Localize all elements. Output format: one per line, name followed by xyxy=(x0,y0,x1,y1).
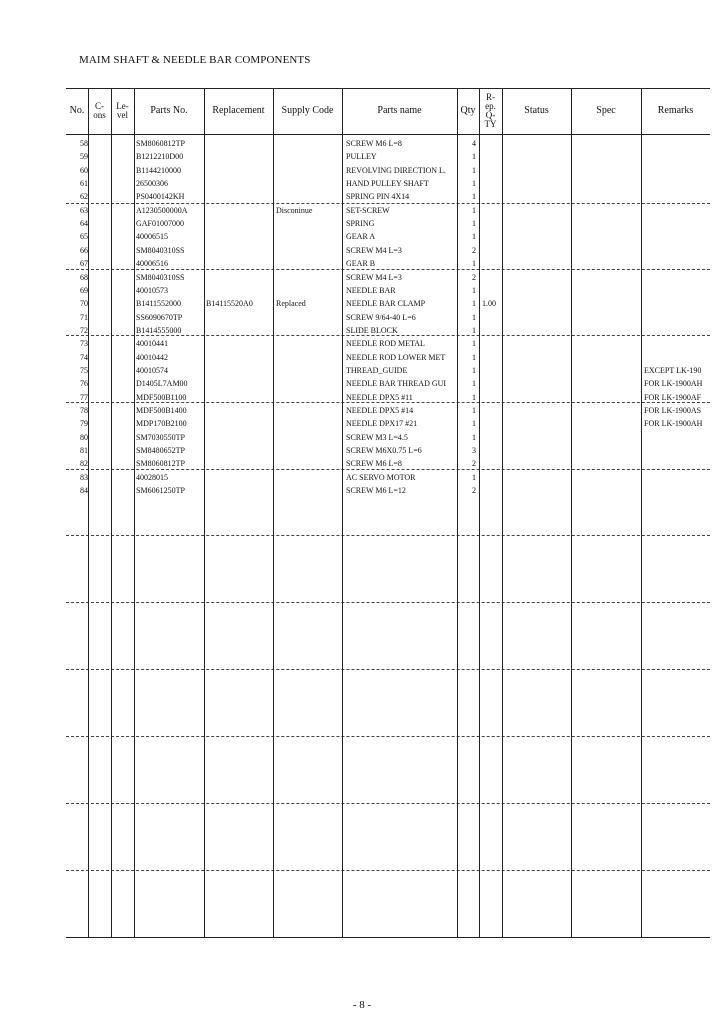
remarks-cell xyxy=(644,457,710,470)
row-no-cell: 70 xyxy=(80,299,88,309)
supply-code-cell xyxy=(276,150,342,163)
supply-code-cell xyxy=(276,284,342,297)
parts-no-cell: 40006515 xyxy=(136,232,168,242)
qty-cell: 1 xyxy=(472,339,476,349)
table-bottom-rule xyxy=(66,937,710,938)
remarks-cell xyxy=(644,271,710,284)
parts-name-cell: SCREW M4 L=3 xyxy=(346,245,402,255)
replacement-cell xyxy=(206,377,272,390)
row-no-cell: 74 xyxy=(80,352,88,362)
page-number: - 8 - xyxy=(352,999,372,1011)
remarks-cell xyxy=(644,137,710,150)
row-no-cell: 72 xyxy=(80,325,88,335)
group-divider xyxy=(66,803,710,804)
row-no-cell: 78 xyxy=(80,406,88,415)
replacement-cell xyxy=(206,271,272,284)
replacement-cell xyxy=(206,471,272,484)
row-no-cell: 63 xyxy=(80,205,88,215)
group-divider xyxy=(66,736,710,737)
header-qty: Qty xyxy=(460,105,476,116)
rep-qty-cell xyxy=(482,137,504,150)
qty-cell: 1 xyxy=(472,379,476,389)
row-no-cell: 71 xyxy=(80,312,88,322)
header-level: Le- vel xyxy=(116,101,129,120)
remarks-cell xyxy=(644,204,710,217)
row-no-cell: 58 xyxy=(80,139,88,148)
row-no-cell: 61 xyxy=(80,179,88,189)
row-no-cell: 76 xyxy=(80,379,88,389)
qty-cell: 1 xyxy=(472,406,476,415)
supply-code-cell xyxy=(276,311,342,324)
parts-no-cell: B1411552000 xyxy=(136,299,182,309)
table-row xyxy=(66,164,710,177)
parts-no-cell: A1230500000A xyxy=(136,205,188,215)
rep-qty-cell: 1.00 xyxy=(482,299,496,309)
remarks-cell xyxy=(644,177,710,190)
remarks-cell xyxy=(644,284,710,297)
parts-no-cell: GAF01007000 xyxy=(136,219,185,229)
row-no-cell: 62 xyxy=(80,192,88,202)
parts-name-cell: PULLEY xyxy=(346,152,377,162)
remarks-cell xyxy=(644,230,710,243)
row-no-cell: 83 xyxy=(80,472,88,482)
header-rep-qty: R- ep. Q- TY xyxy=(484,92,497,129)
remarks-cell xyxy=(644,337,710,350)
replacement-cell xyxy=(206,244,272,257)
qty-cell: 1 xyxy=(472,152,476,162)
qty-cell: 1 xyxy=(472,165,476,175)
parts-name-cell: NEEDLE BAR CLAMP xyxy=(346,299,426,309)
row-no-cell: 73 xyxy=(80,339,88,349)
rep-qty-cell xyxy=(482,284,504,297)
parts-name-cell: SCREW M6X0.75 L=6 xyxy=(346,446,422,456)
replacement-cell xyxy=(206,164,272,177)
replacement-cell xyxy=(206,484,272,497)
supply-code-cell xyxy=(276,351,342,364)
parts-no-cell: MDF500B1400 xyxy=(136,406,187,415)
parts-no-cell: SM8060812TP xyxy=(136,459,185,469)
table-row xyxy=(66,337,710,350)
row-no-cell: 84 xyxy=(80,486,88,496)
parts-no-cell: SM8480652TP xyxy=(136,446,185,456)
parts-no-cell: 40010441 xyxy=(136,339,168,349)
rep-qty-cell xyxy=(482,337,504,350)
remarks-cell xyxy=(644,150,710,163)
parts-no-cell: SM6061250TP xyxy=(136,486,185,496)
remarks-cell: FOR LK-1900AH xyxy=(644,419,703,429)
replacement-cell xyxy=(206,391,272,404)
parts-name-cell: SET-SCREW xyxy=(346,205,390,215)
rep-qty-cell xyxy=(482,444,504,457)
table-row xyxy=(66,311,710,324)
parts-name-cell: SCREW M4 L=3 xyxy=(346,272,402,282)
supply-code-cell xyxy=(276,244,342,257)
parts-name-cell: SCREW M6 L=8 xyxy=(346,459,402,469)
supply-code-cell xyxy=(276,257,342,270)
rep-qty-cell xyxy=(482,404,504,417)
table-row xyxy=(66,377,710,390)
remarks-cell xyxy=(644,471,710,484)
row-no-cell: 75 xyxy=(80,365,88,375)
supply-code-cell xyxy=(276,337,342,350)
qty-cell: 1 xyxy=(472,205,476,215)
table-row xyxy=(66,364,710,377)
remarks-cell xyxy=(644,244,710,257)
group-divider xyxy=(66,535,710,536)
parts-no-cell: B1212210D00 xyxy=(136,152,184,162)
table-row xyxy=(66,177,710,190)
supply-code-cell xyxy=(276,377,342,390)
header-cons: C- ons xyxy=(93,101,106,120)
replacement-cell xyxy=(206,190,272,203)
row-no-cell: 60 xyxy=(80,165,88,175)
parts-no-cell: SM8040310SS xyxy=(136,245,185,255)
parts-name-cell: NEEDLE DPX17 #21 xyxy=(346,419,418,429)
table-row xyxy=(66,190,710,203)
supply-code-cell xyxy=(276,217,342,230)
rep-qty-cell xyxy=(482,271,504,284)
qty-cell: 1 xyxy=(472,352,476,362)
row-no-cell: 69 xyxy=(80,285,88,295)
header-no: No. xyxy=(69,105,85,116)
row-no-cell: 80 xyxy=(80,432,88,442)
table-row xyxy=(66,404,710,417)
replacement-cell xyxy=(206,324,272,337)
table-row xyxy=(66,297,710,310)
parts-name-cell: SPRING PIN 4X14 xyxy=(346,192,410,202)
qty-cell: 1 xyxy=(472,419,476,429)
supply-code-cell xyxy=(276,190,342,203)
qty-cell: 1 xyxy=(472,312,476,322)
replacement-cell xyxy=(206,417,272,430)
parts-name-cell: SCREW M3 L=4.5 xyxy=(346,432,408,442)
rep-qty-cell xyxy=(482,391,504,404)
remarks-cell xyxy=(644,431,710,444)
supply-code-cell xyxy=(276,391,342,404)
rep-qty-cell xyxy=(482,230,504,243)
parts-name-cell: SCREW M6 L=12 xyxy=(346,486,406,496)
header-parts-no: Parts No. xyxy=(150,105,188,116)
table-row xyxy=(66,351,710,364)
remarks-cell xyxy=(644,351,710,364)
parts-no-cell: SM8060812TP xyxy=(136,139,185,148)
table-row xyxy=(66,457,710,470)
header-spec: Spec xyxy=(596,105,616,116)
header-parts-name: Parts name xyxy=(377,105,422,116)
table-row xyxy=(66,204,710,217)
parts-no-cell: SS6090670TP xyxy=(136,312,183,322)
qty-cell: 1 xyxy=(472,285,476,295)
parts-name-cell: GEAR B xyxy=(346,259,376,269)
remarks-cell xyxy=(644,444,710,457)
supply-code-cell xyxy=(276,417,342,430)
page-title: MAIM SHAFT & NEEDLE BAR COMPONENTS xyxy=(79,54,311,66)
remarks-cell: FOR LK-1900AF xyxy=(644,392,702,402)
rep-qty-cell xyxy=(482,351,504,364)
parts-name-cell: SPRING xyxy=(346,219,375,229)
parts-name-cell: NEEDLE BAR xyxy=(346,285,396,295)
qty-cell: 1 xyxy=(472,299,476,309)
qty-cell: 1 xyxy=(472,259,476,269)
qty-cell: 2 xyxy=(472,245,476,255)
replacement-cell xyxy=(206,364,272,377)
replacement-cell xyxy=(206,257,272,270)
rep-qty-cell xyxy=(482,431,504,444)
remarks-cell: EXCEPT LK-190 xyxy=(644,365,702,375)
parts-no-cell: 40010574 xyxy=(136,365,168,375)
row-no-cell: 77 xyxy=(80,392,88,402)
parts-name-cell: AC SERVO MOTOR xyxy=(346,472,416,482)
table-row xyxy=(66,431,710,444)
remarks-cell xyxy=(644,297,710,310)
table-row xyxy=(66,484,710,497)
rep-qty-cell xyxy=(482,471,504,484)
replacement-cell xyxy=(206,311,272,324)
remarks-cell xyxy=(644,190,710,203)
parts-no-cell: 40010573 xyxy=(136,285,168,295)
parts-no-cell: 40010442 xyxy=(136,352,168,362)
qty-cell: 1 xyxy=(472,325,476,335)
header-remarks: Remarks xyxy=(657,105,694,116)
parts-no-cell: SM7030550TP xyxy=(136,432,185,442)
qty-cell: 1 xyxy=(472,432,476,442)
replacement-cell xyxy=(206,137,272,150)
supply-code-cell xyxy=(276,364,342,377)
parts-name-cell: THREAD_GUIDE xyxy=(346,365,408,375)
rep-qty-cell xyxy=(482,377,504,390)
row-no-cell: 67 xyxy=(80,259,88,269)
replacement-cell xyxy=(206,217,272,230)
qty-cell: 1 xyxy=(472,179,476,189)
parts-name-cell: NEEDLE DPX5 #14 xyxy=(346,406,414,415)
supply-code-cell xyxy=(276,404,342,417)
parts-no-cell: MDP170B2100 xyxy=(136,419,187,429)
supply-code-cell xyxy=(276,137,342,150)
rep-qty-cell xyxy=(482,364,504,377)
row-no-cell: 79 xyxy=(80,419,88,429)
remarks-cell xyxy=(644,164,710,177)
remarks-cell xyxy=(644,484,710,497)
supply-code-cell xyxy=(276,444,342,457)
parts-no-cell: MDF500B1100 xyxy=(136,392,187,402)
replacement-cell xyxy=(206,177,272,190)
parts-name-cell: NEEDLE BAR THREAD GUI xyxy=(346,379,447,389)
supply-code-cell: Disconinue xyxy=(276,205,313,215)
header-supply-code: Supply Code xyxy=(281,105,334,116)
qty-cell: 1 xyxy=(472,192,476,202)
qty-cell: 1 xyxy=(472,392,476,402)
supply-code-cell: Replaced xyxy=(276,299,306,309)
supply-code-cell xyxy=(276,431,342,444)
table-row xyxy=(66,230,710,243)
remarks-cell xyxy=(644,217,710,230)
parts-no-cell: 40028015 xyxy=(136,472,168,482)
rep-qty-cell xyxy=(482,217,504,230)
row-no-cell: 59 xyxy=(80,152,88,162)
parts-no-cell: D1405L7AM00 xyxy=(136,379,188,389)
table-row xyxy=(66,324,710,337)
table-row xyxy=(66,137,710,150)
row-no-cell: 66 xyxy=(80,245,88,255)
remarks-cell xyxy=(644,257,710,270)
supply-code-cell xyxy=(276,471,342,484)
qty-cell: 2 xyxy=(472,486,476,496)
table-row xyxy=(66,150,710,163)
row-no-cell: 68 xyxy=(80,272,88,282)
qty-cell: 1 xyxy=(472,365,476,375)
parts-name-cell: SLIDE BLOCK xyxy=(346,325,398,335)
replacement-cell xyxy=(206,284,272,297)
header-replacement: Replacement xyxy=(212,105,265,116)
parts-no-cell: 40006516 xyxy=(136,259,168,269)
table-row xyxy=(66,217,710,230)
remarks-cell: FOR LK-1900AS xyxy=(644,406,702,415)
parts-name-cell: NEEDLE ROD LOWER MET xyxy=(346,352,446,362)
rep-qty-cell xyxy=(482,150,504,163)
rep-qty-cell xyxy=(482,257,504,270)
parts-no-cell: B1144210000 xyxy=(136,165,182,175)
supply-code-cell xyxy=(276,177,342,190)
header-status: Status xyxy=(524,105,549,116)
replacement-cell xyxy=(206,404,272,417)
rep-qty-cell xyxy=(482,190,504,203)
table-row xyxy=(66,244,710,257)
row-no-cell: 81 xyxy=(80,446,88,456)
parts-name-cell: SCREW 9/64-40 L=6 xyxy=(346,312,416,322)
qty-cell: 2 xyxy=(472,459,476,469)
rep-qty-cell xyxy=(482,177,504,190)
replacement-cell xyxy=(206,351,272,364)
table-row xyxy=(66,444,710,457)
supply-code-cell xyxy=(276,484,342,497)
replacement-cell xyxy=(206,457,272,470)
replacement-cell xyxy=(206,337,272,350)
qty-cell: 4 xyxy=(472,139,476,148)
parts-no-cell: 26500306 xyxy=(136,179,168,189)
qty-cell: 2 xyxy=(472,272,476,282)
table-row xyxy=(66,284,710,297)
remarks-cell xyxy=(644,311,710,324)
row-no-cell: 82 xyxy=(80,459,88,469)
replacement-cell xyxy=(206,431,272,444)
table-row xyxy=(66,271,710,284)
parts-name-cell: NEEDLE ROD METAL xyxy=(346,339,425,349)
parts-name-cell: GEAR A xyxy=(346,232,376,242)
group-divider xyxy=(66,870,710,871)
parts-table xyxy=(66,88,710,938)
remarks-cell: FOR LK-1900AH xyxy=(644,379,703,389)
supply-code-cell xyxy=(276,164,342,177)
group-divider xyxy=(66,602,710,603)
table-row xyxy=(66,391,710,404)
supply-code-cell xyxy=(276,457,342,470)
replacement-cell xyxy=(206,150,272,163)
rep-qty-cell xyxy=(482,164,504,177)
rep-qty-cell xyxy=(482,457,504,470)
remarks-cell xyxy=(644,324,710,337)
table-row xyxy=(66,417,710,430)
replacement-cell: B14115520A0 xyxy=(206,299,253,309)
parts-name-cell: HAND PULLEY SHAFT xyxy=(346,179,429,189)
row-no-cell: 64 xyxy=(80,219,88,229)
header-bottom-rule xyxy=(66,134,710,135)
parts-no-cell: PS0400142KH xyxy=(136,192,185,202)
parts-no-cell: B1414555000 xyxy=(136,325,182,335)
qty-cell: 1 xyxy=(472,232,476,242)
table-row xyxy=(66,257,710,270)
parts-name-cell: NEEDLE DPX5 #11 xyxy=(346,392,413,402)
rep-qty-cell xyxy=(482,417,504,430)
row-no-cell: 65 xyxy=(80,232,88,242)
rep-qty-cell xyxy=(482,244,504,257)
rep-qty-cell xyxy=(482,311,504,324)
rep-qty-cell xyxy=(482,204,504,217)
rep-qty-cell xyxy=(482,324,504,337)
parts-name-cell: SCREW M6 L=8 xyxy=(346,139,402,148)
group-divider xyxy=(66,669,710,670)
supply-code-cell xyxy=(276,324,342,337)
parts-name-cell: REVOLVING DIRECTION L. xyxy=(346,165,446,175)
qty-cell: 3 xyxy=(472,446,476,456)
parts-no-cell: SM8040310SS xyxy=(136,272,185,282)
qty-cell: 1 xyxy=(472,472,476,482)
rep-qty-cell xyxy=(482,484,504,497)
supply-code-cell xyxy=(276,271,342,284)
replacement-cell xyxy=(206,204,272,217)
replacement-cell xyxy=(206,230,272,243)
table-row xyxy=(66,471,710,484)
qty-cell: 1 xyxy=(472,219,476,229)
supply-code-cell xyxy=(276,230,342,243)
replacement-cell xyxy=(206,444,272,457)
